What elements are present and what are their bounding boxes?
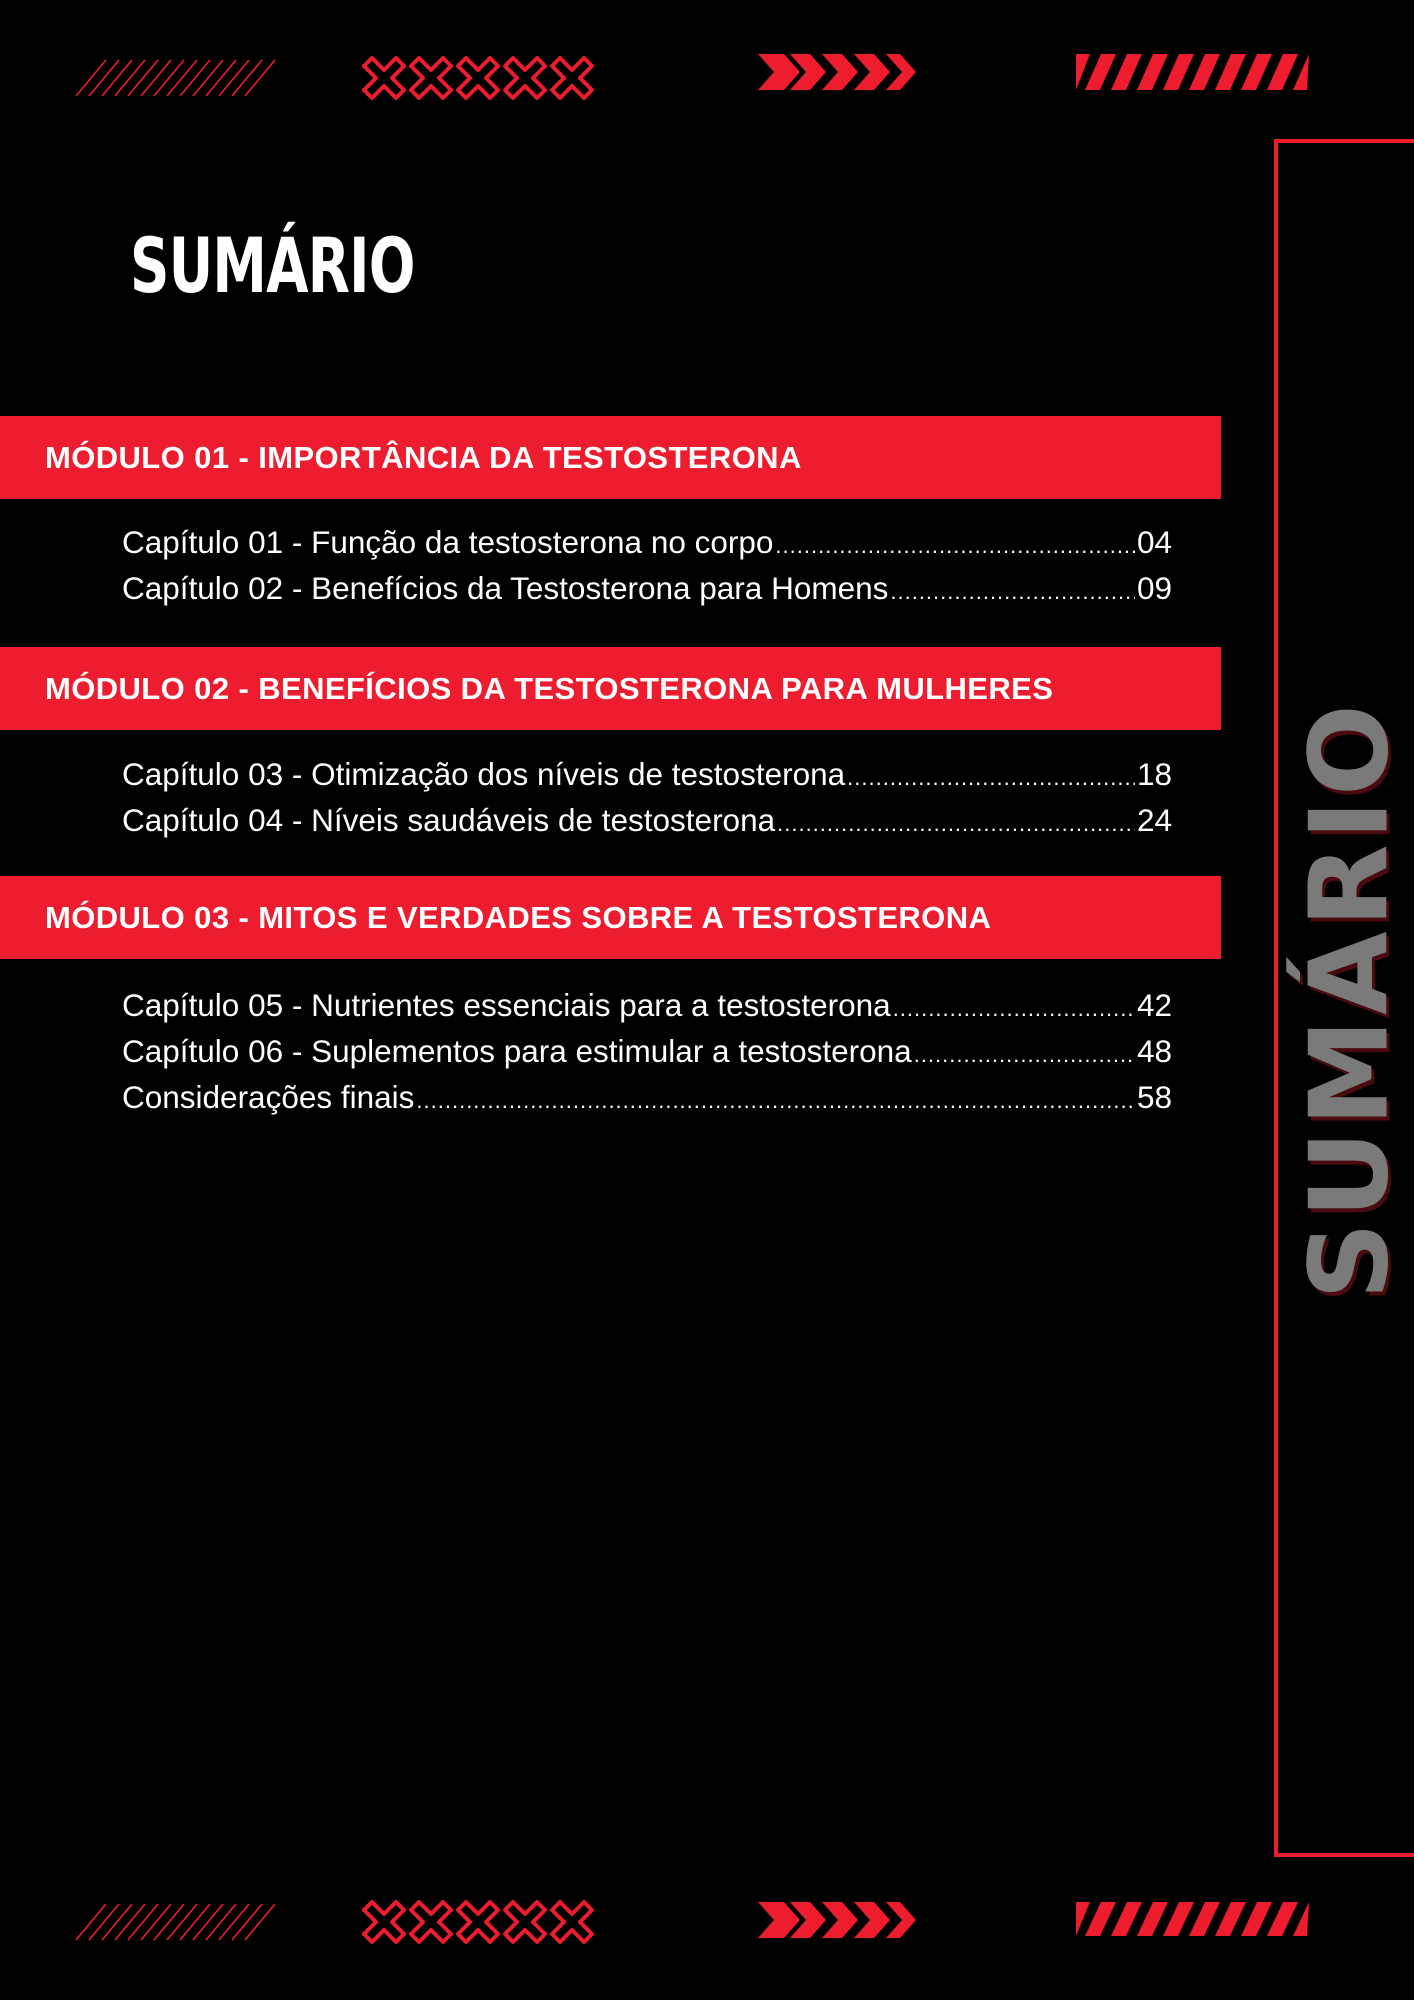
module-01-chapter-list	[122, 524, 1172, 616]
page-title: SUMÁRIO	[130, 221, 415, 310]
chapter-item[interactable]	[122, 524, 1172, 570]
module-02-header	[0, 647, 1221, 730]
module-01-header	[0, 416, 1221, 499]
chapter-page-number: 09	[1136, 570, 1172, 606]
top-decoration	[0, 48, 1414, 108]
side-title: SUMÁRIO	[1287, 700, 1413, 1300]
chapter-title: Capítulo 06 - Suplementos para estimular a testosterona	[122, 1033, 912, 1069]
chapter-item[interactable]	[122, 570, 1172, 616]
module-title: MÓDULO 02 - BENEFÍCIOS DA TESTOSTERONA PARA MULHERES	[45, 670, 1054, 706]
chapter-title: Capítulo 05 - Nutrientes essenciais para a testosterona	[122, 987, 891, 1023]
diagonal-lines-icon	[76, 60, 275, 96]
chapter-title: Capítulo 03 - Otimização dos níveis de testosterona	[122, 756, 846, 792]
chapter-item[interactable]	[122, 756, 1172, 802]
chapter-page-number: 58	[1136, 1079, 1172, 1115]
dot-leader	[847, 765, 1135, 791]
dot-leader	[775, 533, 1135, 559]
chapter-item[interactable]	[122, 802, 1172, 848]
chapter-title: Capítulo 02 - Benefícios da Testosterona para Homens	[122, 570, 889, 606]
chapter-item[interactable]	[122, 1079, 1172, 1125]
slash-stripes-icon	[1076, 1902, 1309, 1936]
diagonal-lines-icon	[76, 1904, 275, 1940]
dot-leader	[777, 811, 1135, 837]
chapter-title: Capítulo 01 - Função da testosterona no corpo	[122, 524, 774, 560]
module-03-header	[0, 876, 1221, 959]
chapter-page-number: 18	[1136, 756, 1172, 792]
chapter-title: Capítulo 04 - Níveis saudáveis de testosterona	[122, 802, 776, 838]
module-title: MÓDULO 03 - MITOS E VERDADES SOBRE A TESTOSTERONA	[45, 899, 992, 935]
bottom-decoration	[0, 1890, 1414, 1950]
chapter-item[interactable]	[122, 987, 1172, 1033]
module-03-chapter-list	[122, 987, 1172, 1125]
dot-leader	[893, 996, 1135, 1022]
chapter-page-number: 04	[1136, 524, 1172, 560]
module-title: MÓDULO 01 - IMPORTÂNCIA DA TESTOSTERONA	[45, 439, 802, 475]
chapter-page-number: 24	[1136, 802, 1172, 838]
chapter-title: Considerações finais	[122, 1079, 415, 1115]
chevrons-icon	[758, 54, 916, 90]
x-marks-icon	[364, 58, 592, 98]
chapter-page-number: 48	[1136, 1033, 1172, 1069]
chevrons-icon	[758, 1902, 916, 1938]
dot-leader	[416, 1088, 1135, 1114]
chapter-item[interactable]	[122, 1033, 1172, 1079]
module-02-chapter-list	[122, 756, 1172, 848]
slash-stripes-icon	[1076, 54, 1309, 90]
chapter-page-number: 42	[1136, 987, 1172, 1023]
dot-leader	[914, 1042, 1135, 1068]
dot-leader	[890, 579, 1135, 605]
x-marks-icon	[364, 1902, 592, 1942]
